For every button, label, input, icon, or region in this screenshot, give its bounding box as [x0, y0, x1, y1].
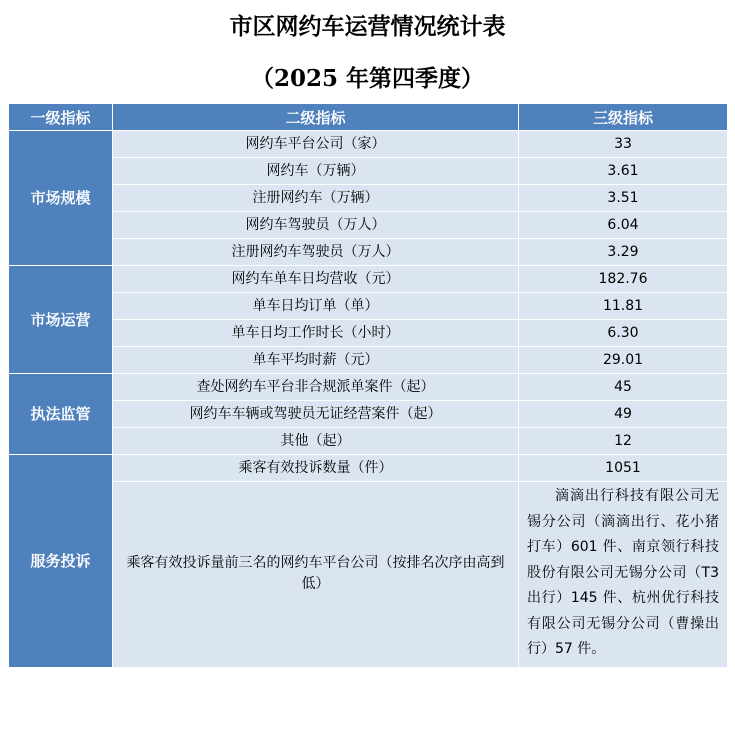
table-row — [9, 428, 728, 455]
table-row — [9, 293, 728, 320]
header-level1: 一级指标 — [9, 104, 113, 131]
table-row — [9, 401, 728, 428]
table-row — [9, 212, 728, 239]
value-cell: 3.51 — [519, 185, 728, 212]
indicator-cell: 注册网约车驾驶员（万人） — [113, 239, 519, 266]
statistics-table — [8, 103, 728, 668]
category-cell: 服务投诉 — [9, 455, 113, 668]
indicator-cell: 网约车车辆或驾驶员无证经营案件（起） — [113, 401, 519, 428]
table-row — [9, 239, 728, 266]
category-cell: 市场运营 — [9, 266, 113, 374]
value-cell: 29.01 — [519, 347, 728, 374]
indicator-cell: 网约车单车日均营收（元） — [113, 266, 519, 293]
table-row — [9, 347, 728, 374]
indicator-cell: 乘客有效投诉数量（件） — [113, 455, 519, 482]
value-cell: 3.61 — [519, 158, 728, 185]
header-level2: 二级指标 — [113, 104, 519, 131]
table-row — [9, 320, 728, 347]
header-row — [9, 104, 728, 131]
value-cell: 6.30 — [519, 320, 728, 347]
indicator-cell: 网约车平台公司（家） — [113, 131, 519, 158]
indicator-cell: 网约车驾驶员（万人） — [113, 212, 519, 239]
indicator-cell: 单车日均工作时长（小时） — [113, 320, 519, 347]
value-cell: 49 — [519, 401, 728, 428]
value-cell: 3.29 — [519, 239, 728, 266]
value-cell: 45 — [519, 374, 728, 401]
indicator-cell: 单车平均时薪（元） — [113, 347, 519, 374]
value-cell: 33 — [519, 131, 728, 158]
table-subtitle: （2025 年第四季度） — [250, 65, 485, 92]
table-row — [9, 185, 728, 212]
table-title: 市区网约车运营情况统计表 — [229, 13, 506, 40]
value-cell: 1051 — [519, 455, 728, 482]
complaint-ranking-cell: 滴滴出行科技有限公司无锡分公司（滴滴出行、花小猪打车）601 件、南京领行科技股份有限公司无锡分公司（T3 出行）145 件、杭州优行科技有限公司无锡分公司（曹操出行）57 件。 — [519, 482, 728, 668]
indicator-cell: 网约车（万辆） — [113, 158, 519, 185]
header-level3: 三级指标 — [519, 104, 728, 131]
table-row — [9, 158, 728, 185]
value-cell: 182.76 — [519, 266, 728, 293]
table-row — [9, 482, 728, 668]
category-cell: 市场规模 — [9, 131, 113, 266]
value-cell: 12 — [519, 428, 728, 455]
table-row — [9, 131, 728, 158]
indicator-cell: 查处网约车平台非合规派单案件（起） — [113, 374, 519, 401]
indicator-cell: 乘客有效投诉量前三名的网约车平台公司（按排名次序由高到低） — [113, 482, 519, 668]
indicator-cell: 其他（起） — [113, 428, 519, 455]
value-cell: 11.81 — [519, 293, 728, 320]
table-row — [9, 374, 728, 401]
table-row — [9, 266, 728, 293]
indicator-cell: 注册网约车（万辆） — [113, 185, 519, 212]
category-cell: 执法监管 — [9, 374, 113, 455]
table-row — [9, 455, 728, 482]
value-cell: 6.04 — [519, 212, 728, 239]
indicator-cell: 单车日均订单（单） — [113, 293, 519, 320]
